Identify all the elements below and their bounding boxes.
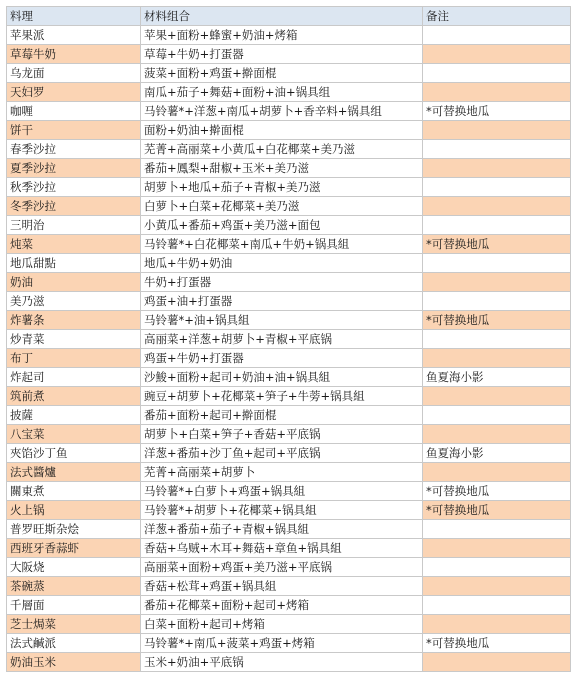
table-row [7,254,571,273]
table-row [7,596,571,615]
cell-notes [423,121,571,140]
cell-ingredients: 芜菁+高丽菜+胡萝卜 [141,463,423,482]
header-dish: 料理 [7,7,141,26]
table-row [7,558,571,577]
cell-ingredients: 玉米+奶油+平底锅 [141,653,423,672]
cell-ingredients: 马铃薯*+白萝卜+鸡蛋+锅具組 [141,482,423,501]
cell-ingredients: 马铃薯*+南瓜+菠菜+鸡蛋+烤箱 [141,634,423,653]
table-row [7,311,571,330]
cell-dish: 芝士焗菜 [7,615,141,634]
cell-ingredients: 沙鮻+面粉+起司+奶油+油+锅具組 [141,368,423,387]
recipe-spreadsheet [6,6,571,672]
cell-notes [423,425,571,444]
cell-ingredients: 白菜+面粉+起司+烤箱 [141,615,423,634]
cell-dish: 冬季沙拉 [7,197,141,216]
cell-dish: 苹果派 [7,26,141,45]
cell-dish: 茶碗蒸 [7,577,141,596]
cell-notes [423,577,571,596]
cell-ingredients: 胡萝卜+地瓜+茄子+青椒+美乃滋 [141,178,423,197]
cell-dish: 法式醬爐 [7,463,141,482]
cell-ingredients: 高丽菜+洋葱+胡萝卜+青椒+平底锅 [141,330,423,349]
table-row [7,444,571,463]
table-row [7,26,571,45]
cell-ingredients: 番茄+鳳梨+甜椒+玉米+美乃滋 [141,159,423,178]
table-row [7,653,571,672]
table-row [7,159,571,178]
cell-dish: 法式鹹派 [7,634,141,653]
cell-notes: *可替换地瓜 [423,102,571,121]
cell-ingredients: 马铃薯*+胡萝卜+花椰菜+锅具組 [141,501,423,520]
cell-dish: 饼干 [7,121,141,140]
table-row [7,501,571,520]
cell-ingredients: 鸡蛋+油+打蛋器 [141,292,423,311]
cell-ingredients: 牛奶+打蛋器 [141,273,423,292]
cell-dish: 地瓜甜點 [7,254,141,273]
cell-ingredients: 面粉+奶油+擀面棍 [141,121,423,140]
cell-ingredients: 草莓+牛奶+打蛋器 [141,45,423,64]
cell-dish: 炖菜 [7,235,141,254]
table-row [7,577,571,596]
cell-ingredients: 白萝卜+白菜+花椰菜+美乃滋 [141,197,423,216]
cell-notes [423,349,571,368]
cell-dish: 西班牙香蒜虾 [7,539,141,558]
table-row [7,330,571,349]
cell-ingredients: 香菇+松茸+鸡蛋+锅具組 [141,577,423,596]
cell-notes [423,45,571,64]
cell-notes [423,83,571,102]
cell-dish: 火上锅 [7,501,141,520]
cell-dish: 炸起司 [7,368,141,387]
cell-notes: *可替换地瓜 [423,634,571,653]
cell-ingredients: 菠菜+面粉+鸡蛋+擀面棍 [141,64,423,83]
cell-notes [423,520,571,539]
cell-dish: 咖喱 [7,102,141,121]
cell-ingredients: 地瓜+牛奶+奶油 [141,254,423,273]
cell-dish: 炒青菜 [7,330,141,349]
cell-notes [423,463,571,482]
cell-ingredients: 番茄+花椰菜+面粉+起司+烤箱 [141,596,423,615]
recipe-table [6,6,571,672]
cell-dish: 八宝菜 [7,425,141,444]
cell-ingredients: 洋葱+番茄+茄子+青椒+锅具組 [141,520,423,539]
cell-ingredients: 洋葱+番茄+沙丁鱼+起司+平底锅 [141,444,423,463]
cell-dish: 夾馅沙丁鱼 [7,444,141,463]
cell-dish: 普罗旺斯杂烩 [7,520,141,539]
cell-dish: 三明治 [7,216,141,235]
header-ingredients: 材料组合 [141,7,423,26]
cell-notes: *可替换地瓜 [423,501,571,520]
cell-notes [423,387,571,406]
cell-ingredients: 小黄瓜+番茄+鸡蛋+美乃滋+面包 [141,216,423,235]
cell-dish: 草莓牛奶 [7,45,141,64]
cell-dish: 夏季沙拉 [7,159,141,178]
cell-notes [423,26,571,45]
table-row [7,634,571,653]
table-row [7,406,571,425]
table-row [7,83,571,102]
cell-notes: 鱼夏海小影 [423,444,571,463]
cell-notes [423,615,571,634]
table-row [7,387,571,406]
cell-notes [423,64,571,83]
cell-notes [423,406,571,425]
cell-dish: 春季沙拉 [7,140,141,159]
cell-ingredients: 芜菁+高丽菜+小黄瓜+白花椰菜+美乃滋 [141,140,423,159]
table-row [7,615,571,634]
cell-notes [423,273,571,292]
cell-ingredients: 高丽菜+面粉+鸡蛋+美乃滋+平底锅 [141,558,423,577]
cell-notes [423,178,571,197]
table-row [7,292,571,311]
cell-notes [423,292,571,311]
header-row [7,7,571,26]
cell-notes [423,159,571,178]
cell-dish: 千層面 [7,596,141,615]
cell-notes [423,140,571,159]
table-row [7,140,571,159]
table-row [7,102,571,121]
cell-notes: *可替换地瓜 [423,235,571,254]
cell-dish: 奶油 [7,273,141,292]
cell-notes [423,216,571,235]
cell-notes [423,539,571,558]
cell-notes [423,653,571,672]
cell-dish: 奶油玉米 [7,653,141,672]
cell-dish: 秋季沙拉 [7,178,141,197]
cell-notes [423,254,571,273]
cell-ingredients: 豌豆+胡萝卜+花椰菜+笋子+牛蒡+锅具組 [141,387,423,406]
cell-dish: 披薩 [7,406,141,425]
table-row [7,45,571,64]
cell-ingredients: 马铃薯*+洋葱+南瓜+胡萝卜+香辛料+锅具组 [141,102,423,121]
table-row [7,235,571,254]
table-row [7,273,571,292]
table-row [7,197,571,216]
cell-ingredients: 香菇+乌贼+木耳+舞菇+章鱼+锅具組 [141,539,423,558]
cell-dish: 炸薯条 [7,311,141,330]
table-row [7,539,571,558]
cell-ingredients: 鸡蛋+牛奶+打蛋器 [141,349,423,368]
cell-ingredients: 苹果+面粉+蜂蜜+奶油+烤箱 [141,26,423,45]
table-row [7,425,571,444]
table-row [7,178,571,197]
cell-dish: 布丁 [7,349,141,368]
cell-notes [423,197,571,216]
cell-dish: 美乃滋 [7,292,141,311]
header-notes: 备注 [423,7,571,26]
cell-dish: 天妇罗 [7,83,141,102]
table-row [7,482,571,501]
table-row [7,121,571,140]
cell-notes [423,596,571,615]
cell-ingredients: 马铃薯*+油+锅具組 [141,311,423,330]
cell-dish: 筑前煮 [7,387,141,406]
table-row [7,216,571,235]
table-row [7,349,571,368]
cell-notes: *可替换地瓜 [423,311,571,330]
cell-ingredients: 马铃薯*+白花椰菜+南瓜+牛奶+锅具組 [141,235,423,254]
cell-notes [423,558,571,577]
cell-ingredients: 南瓜+茄子+舞菇+面粉+油+锅具组 [141,83,423,102]
cell-dish: 乌龙面 [7,64,141,83]
cell-notes: 鱼夏海小影 [423,368,571,387]
table-row [7,64,571,83]
table-row [7,463,571,482]
table-row [7,520,571,539]
cell-dish: 大阪烧 [7,558,141,577]
cell-ingredients: 胡萝卜+白菜+笋子+香菇+平底锅 [141,425,423,444]
cell-dish: 關東煮 [7,482,141,501]
cell-notes [423,330,571,349]
cell-ingredients: 番茄+面粉+起司+擀面棍 [141,406,423,425]
cell-notes: *可替换地瓜 [423,482,571,501]
table-row [7,368,571,387]
